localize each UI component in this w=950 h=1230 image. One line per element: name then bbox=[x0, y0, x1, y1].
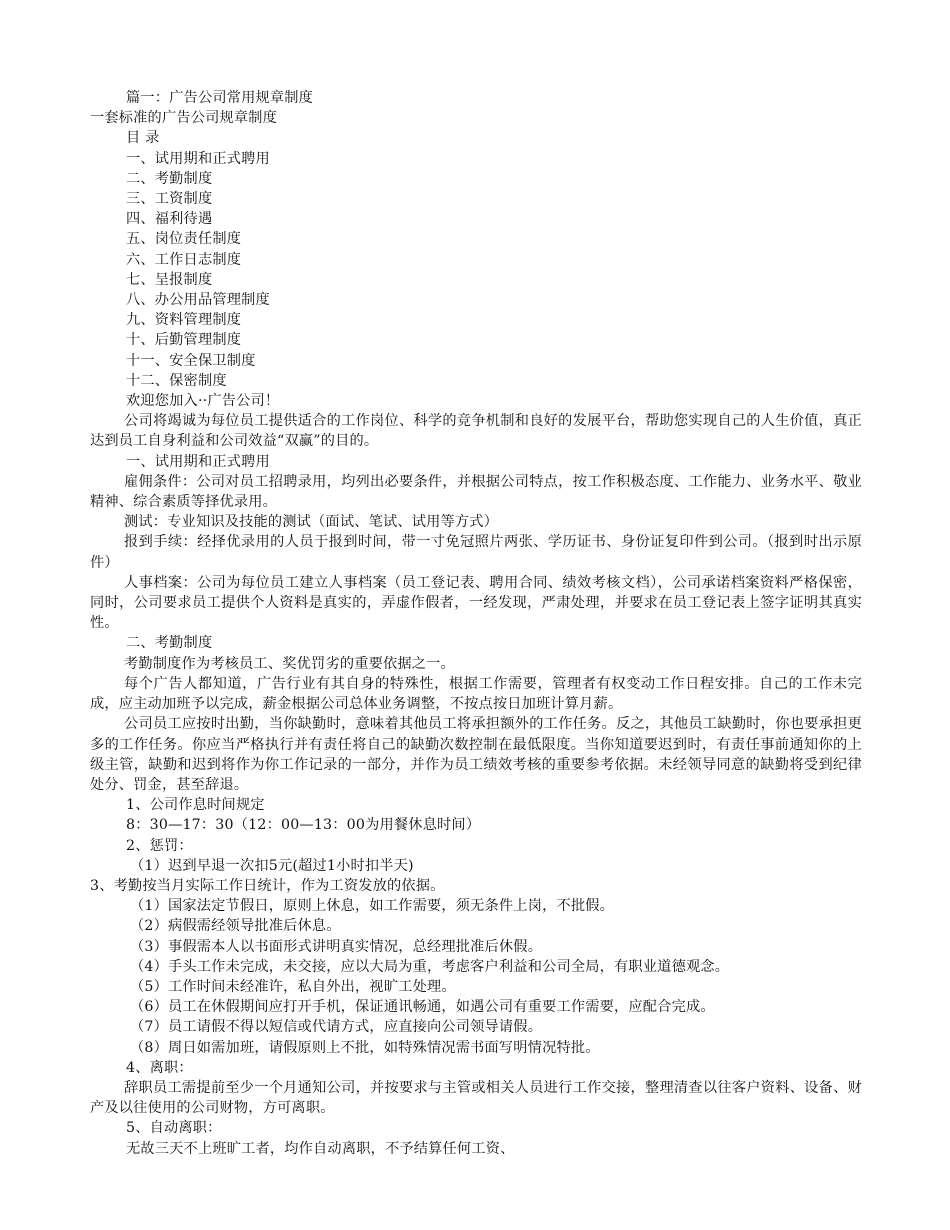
list-item: （3）事假需本人以书面形式讲明真实情况，总经理批准后休假。 bbox=[130, 938, 543, 955]
registration-paragraph: 报到手续：经择优录用的人员于报到时间，带一寸免冠照片两张、学历证书、身份证复印件到公司。（报到时出示原件） bbox=[90, 534, 862, 571]
toc-item: 六、工作日志制度 bbox=[126, 251, 242, 268]
intro-paragraph: 公司将竭诚为每位员工提供适合的工作岗位、科学的竞争机制和良好的发展平台，帮助您实现自己的人生价值，真正达到员工自身利益和公司效益“双赢”的目的。 bbox=[90, 413, 862, 450]
hiring-conditions-paragraph: 雇佣条件：公司对员工招聘录用，均列出必要条件，并根据公司特点，按工作积极态度、工作能力、业务水平、敬业精神、综合素质等择优录用。 bbox=[90, 473, 862, 511]
document-subheading: 一套标准的广告公司规章制度 bbox=[90, 110, 278, 127]
list-item: （6）员工在休假期间应打开手机，保证通讯畅通，如遇公司有重要工作需要，应配合完成。 bbox=[130, 999, 715, 1016]
toc-item: 五、岗位责任制度 bbox=[126, 231, 242, 248]
item-4-title: 4、离职： bbox=[126, 1059, 193, 1076]
item-3-title: 3、考勤按当月实际工作日统计，作为工资发放的依据。 bbox=[90, 877, 445, 894]
table-of-contents bbox=[90, 149, 862, 391]
toc-item: 十、后勤管理制度 bbox=[126, 332, 242, 349]
item-1-title: 1、公司作息时间规定 bbox=[126, 797, 265, 814]
toc-item: 一、试用期和正式聘用 bbox=[126, 150, 270, 167]
section-2-title: 二、考勤制度 bbox=[126, 635, 213, 652]
toc-title: 目 录 bbox=[126, 130, 160, 147]
auto-resignation-text: 无故三天不上班旷工者，均作自动离职，不予结算任何工资、 bbox=[126, 1140, 515, 1157]
testing-paragraph: 测试：专业知识及技能的测试（面试、笔试、试用等方式） bbox=[124, 514, 499, 531]
list-item: （7）员工请假不得以短信或代请方式，应直接向公司领导请假。 bbox=[130, 1019, 543, 1036]
welcome-line: 欢迎您加入··广告公司！ bbox=[126, 393, 280, 410]
toc-item: 四、福利待遇 bbox=[126, 211, 213, 228]
toc-item: 二、考勤制度 bbox=[126, 170, 213, 187]
personnel-file-paragraph: 人事档案：公司为每位员工建立人事档案（员工登记表、聘用合同、绩效考核文档），公司承诺档案资料严格保密，同时，公司要求员工提供个人资料是真实的，弄虚作假者，一经发现，严肃处理，并要求在员工登记表上签字证明其真实性。 bbox=[90, 574, 862, 632]
work-hours-text: 8：30—17：30（12：00—13：00为用餐休息时间） bbox=[126, 817, 481, 834]
industry-nature-paragraph: 每个广告人都知道，广告行业有其自身的特殊性，根据工作需要，管理者有权变动工作日程安排。自己的工作未完成，应主动加班予以完成，薪金根据公司总体业务调整，不按点按日加班计算月薪。 bbox=[90, 675, 862, 713]
item-5-title: 5、自动离职： bbox=[126, 1120, 222, 1137]
section-1-title: 一、试用期和正式聘用 bbox=[126, 453, 270, 470]
list-item: （4）手头工作未完成，未交接，应以大局为重，考虑客户利益和公司全局，有职业道德观念。 bbox=[130, 958, 730, 975]
attendance-rules-paragraph: 公司员工应按时出勤，当你缺勤时，意味着其他员工将承担额外的工作任务。反之，其他员工缺勤时，你也要承担更多的工作任务。你应当严格执行并有责任将自己的缺勤次数控制在最低限度。当你知道要迟到时，有责任事前通知你的上级主管，缺勤和迟到将作为你工作记录的一部分，并作为员工绩效考核的重要参考依据。未经领导同意的缺勤将受到纪律处分、罚金，甚至辞退。 bbox=[90, 716, 862, 793]
toc-item: 三、工资制度 bbox=[126, 191, 213, 208]
penalty-text: （1）迟到早退一次扣5元(超过1小时扣半天) bbox=[130, 857, 414, 874]
list-item: （5）工作时间未经准许，私自外出，视旷工处理。 bbox=[130, 978, 456, 995]
toc-item: 十二、保密制度 bbox=[126, 372, 227, 389]
item-2-title: 2、惩罚： bbox=[126, 837, 193, 854]
list-item: （8）周日如需加班，请假原则上不批，如特殊情况需书面写明情况特批。 bbox=[130, 1039, 600, 1056]
attendance-purpose-paragraph: 考勤制度作为考核员工、奖优罚劣的重要依据之一。 bbox=[124, 655, 455, 672]
list-item: （2）病假需经领导批准后休息。 bbox=[130, 918, 341, 935]
resignation-paragraph: 辞职员工需提前至少一个月通知公司，并按要求与主管或相关人员进行工作交接，整理清查以往客户资料、设备、财产及以往使用的公司财物，方可离职。 bbox=[90, 1079, 862, 1117]
document-body bbox=[90, 88, 862, 1159]
toc-item: 八、办公用品管理制度 bbox=[126, 292, 270, 309]
toc-item: 十一、安全保卫制度 bbox=[126, 352, 256, 369]
toc-item: 九、资料管理制度 bbox=[126, 312, 242, 329]
list-item: （1）国家法定节假日，原则上休息，如工作需要，须无条件上岗，不批假。 bbox=[130, 898, 615, 915]
toc-item: 七、呈报制度 bbox=[126, 271, 213, 288]
document-heading: 篇一：广告公司常用规章制度 bbox=[126, 90, 314, 106]
attendance-rules-list bbox=[90, 896, 862, 1058]
